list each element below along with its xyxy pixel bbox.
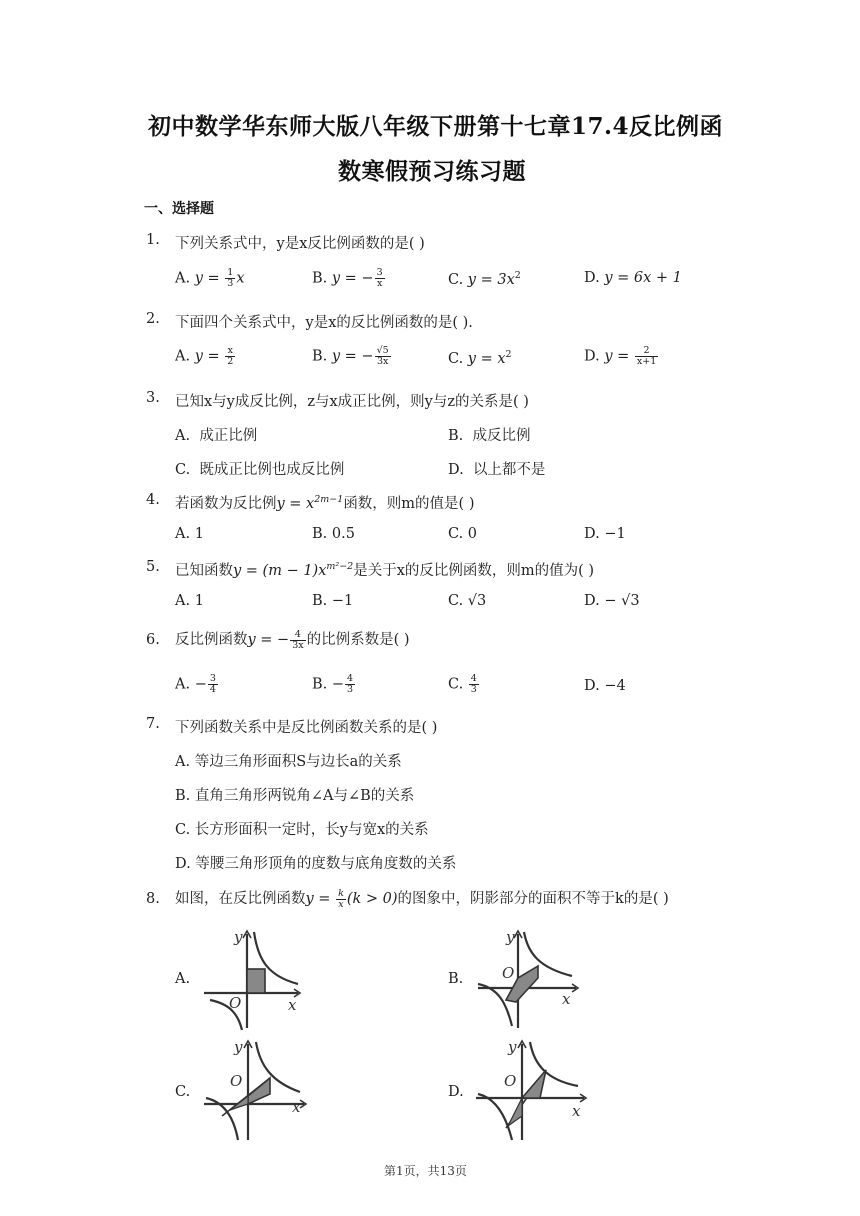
question-1-option-b: B. y = − $\frac{3}{x}$	[312, 267, 383, 289]
graph-b-origin-label: O	[502, 964, 515, 982]
question-8-option-d-label: D.	[448, 1084, 464, 1100]
graph-c-x-label: x	[292, 1098, 301, 1116]
question-7-option-c: C. 长方形面积一定时，长y与宽x的关系	[175, 822, 429, 838]
question-2-text: 下面四个关系式中，y是x的反比例函数的是( ).	[175, 315, 473, 331]
question-6-number: 6.	[146, 632, 160, 648]
page-title-line1: 初中数学华东师大版八年级下册第十七章17.4反比例函	[148, 113, 724, 140]
question-5-number: 5.	[146, 559, 160, 575]
question-8-option-c-label: C.	[175, 1084, 191, 1100]
question-6-text: 反比例函数y = − $\frac{4}{3x}$ 的比例系数是( )	[175, 628, 410, 651]
question-3-number: 3.	[146, 390, 160, 406]
question-2-option-a: A. y = $\frac{x}{2}$	[175, 345, 234, 367]
question-8-graph-d	[472, 1036, 590, 1144]
question-6-option-d: D. −4	[584, 678, 626, 694]
question-4-text: 若函数为反比例$y = x^{2m-1}$函数，则m的值是( )	[175, 494, 475, 512]
question-8-graph-a	[202, 926, 302, 1031]
question-3-option-b: B. 成反比例	[448, 428, 531, 444]
question-3-option-c: C. 既成正比例也成反比例	[175, 462, 345, 478]
question-2-option-c: C. $y = x^2$	[448, 349, 512, 367]
question-4-number: 4.	[146, 492, 160, 508]
graph-d-origin-label: O	[504, 1072, 517, 1090]
question-1-text: 下列关系式中，y是x反比例函数的是( )	[175, 236, 425, 252]
question-8-graph-c	[200, 1036, 310, 1144]
question-7-option-a: A. 等边三角形面积S与边长a的关系	[175, 754, 402, 770]
question-7-option-d: D. 等腰三角形顶角的度数与底角度数的关系	[175, 856, 457, 872]
graph-a-x-label: x	[288, 996, 297, 1014]
question-5-option-d: D. − √3	[584, 593, 640, 609]
question-5-option-b: B. −1	[312, 593, 354, 609]
question-4-option-a: A. 1	[175, 526, 204, 542]
graph-c-y-label: y	[234, 1038, 243, 1056]
graph-d-x-label: x	[572, 1102, 581, 1120]
graph-b-x-label: x	[562, 990, 571, 1008]
graph-c-origin-label: O	[230, 1072, 243, 1090]
page-title-line2: 数寒假预习练习题	[338, 158, 526, 185]
question-2-option-d: D. y = $\frac{2}{x+1}$	[584, 345, 657, 367]
question-6-option-c: C. $\frac{4}{3}$	[448, 673, 477, 695]
question-1-number: 1.	[146, 232, 160, 248]
question-2-option-b: B. y = − $\frac{√5}{3x}$	[312, 345, 389, 367]
question-3-option-d: D. 以上都不是	[448, 462, 546, 478]
question-7-text: 下列函数关系中是反比例函数关系的是( )	[175, 720, 438, 736]
question-5-option-a: A. 1	[175, 593, 204, 609]
graph-a-origin-label: O	[229, 994, 242, 1012]
graph-b-y-label: y	[506, 928, 515, 946]
question-6-option-a: A. − $\frac{3}{4}$	[175, 673, 216, 695]
question-5-option-c: C. √3	[448, 593, 487, 609]
question-7-number: 7.	[146, 716, 160, 732]
question-1-option-d: D. y = 6x + 1	[584, 270, 682, 286]
question-8-text: 如图，在反比例函数y = $\frac{k}{x}$ (k > 0)的图象中，阴影部分的面积不等于k的是( )	[175, 887, 669, 910]
question-8-option-a-label: A.	[175, 971, 191, 987]
question-5-text: 已知函数$y = (m - 1)x^{m^2-2}$是关于x的反比例函数，则m的值为( )	[175, 561, 595, 579]
question-4-option-c: C. 0	[448, 526, 478, 542]
question-6-option-b: B. − $\frac{4}{3}$	[312, 673, 354, 695]
question-3-text: 已知x与y成反比例，z与x成正比例，则y与z的关系是( )	[175, 394, 529, 410]
section-heading: 一、选择题	[144, 201, 214, 217]
question-3-option-a: A. 成正比例	[175, 428, 258, 444]
question-1-option-a: A. y = $\frac{1}{3}$ x	[175, 267, 245, 289]
question-4-option-d: D. −1	[584, 526, 626, 542]
question-7-option-b: B. 直角三角形两锐角∠A与∠B的关系	[175, 788, 415, 804]
question-4-option-b: B. 0.5	[312, 526, 355, 542]
question-8-graph-b	[472, 926, 582, 1031]
page-footer: 第1页，共13页	[384, 1164, 467, 1178]
question-2-number: 2.	[146, 311, 160, 327]
graph-a-y-label: y	[234, 928, 243, 946]
question-8-number: 8.	[146, 891, 160, 907]
graph-d-y-label: y	[508, 1038, 517, 1056]
question-1-option-c: C. $y = 3x^2$	[448, 270, 521, 288]
question-8-option-b-label: B.	[448, 971, 464, 987]
